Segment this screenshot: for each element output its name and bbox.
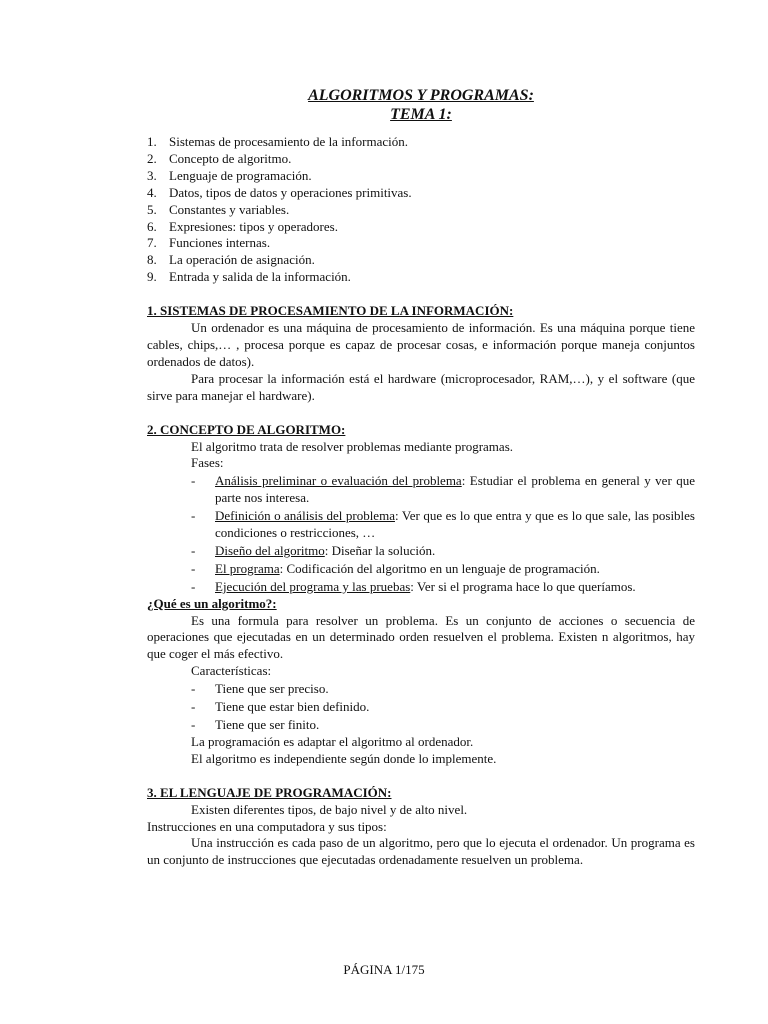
toc-item: 3. Lenguaje de programación. — [147, 167, 312, 183]
independencia-line: El algoritmo es independiente según donde lo implemente. — [191, 750, 497, 766]
dash-bullet: - — [191, 542, 196, 558]
section-3-paragraph: Una instrucción es cada paso de un algoritmo, pero que lo ejecuta el ordenador. Un programa es un conjunto de instrucciones que ejecutadas ordenadamente resuelven un problema. — [147, 835, 695, 868]
programacion-line: La programación es adaptar el algoritmo al ordenador. — [191, 733, 474, 749]
dash-bullet: - — [191, 473, 196, 489]
dash-bullet: - — [191, 578, 196, 594]
fase-term: El programa — [215, 560, 280, 576]
section-2-heading: 2. CONCEPTO DE ALGORITMO: — [147, 421, 346, 437]
toc-item: 5. Constantes y variables. — [147, 201, 290, 217]
list-item — [191, 717, 695, 734]
algoritmo-definition-paragraph: Es una formula para resolver un problema. Es un conjunto de acciones o secuencia de operaciones que ejecutadas en un determinado orden resuelven el problema. Existen n algoritmos, hay que coger el más efectivo. — [147, 612, 695, 662]
page-title: ALGORITMOS Y PROGRAMAS: — [308, 87, 534, 104]
page-content — [147, 86, 695, 869]
list-item — [191, 508, 695, 542]
fase-term: Ejecución del programa y las pruebas — [215, 578, 411, 594]
toc-item: 9. Entrada y salida de la información. — [147, 269, 351, 285]
list-item — [191, 681, 695, 698]
section-1-heading: 1. SISTEMAS DE PROCESAMIENTO DE LA INFORMACIÓN: — [147, 303, 514, 319]
caracteristica-text: Tiene que ser finito. — [215, 717, 320, 732]
toc-item: 8. La operación de asignación. — [147, 252, 315, 268]
section-1-paragraph-2: Para procesar la información está el hardware (microprocesador, RAM,…), y el software (que sirve para manejar el hardware). — [147, 370, 695, 403]
section-2-intro: El algoritmo trata de resolver problemas mediante programas. — [191, 438, 513, 454]
list-item — [191, 579, 695, 596]
table-of-contents — [147, 134, 695, 286]
list-item — [191, 543, 695, 560]
fases-label: Fases: — [191, 455, 224, 471]
fase-desc: : Ver si el programa hace lo que queríamos. — [410, 578, 636, 594]
caracteristicas-list — [147, 681, 695, 734]
dash-bullet: - — [191, 717, 196, 732]
dash-bullet: - — [191, 699, 196, 715]
caracteristica-text: Tiene que estar bien definido. — [215, 699, 370, 715]
caracteristica-text: Tiene que ser preciso. — [215, 681, 329, 697]
fase-term: Análisis preliminar o evaluación del problema — [215, 473, 462, 489]
list-item — [191, 699, 695, 716]
page-number-footer: PÁGINA 1/175 — [343, 962, 425, 977]
section-3-line-2: Instrucciones en una computadora y sus tipos: — [147, 818, 387, 834]
toc-item: 4. Datos, tipos de datos y operaciones primitivas. — [147, 184, 412, 200]
algoritmo-question-heading: ¿Qué es un algoritmo?: — [147, 595, 277, 611]
dash-bullet: - — [191, 681, 196, 697]
fase-desc: : Diseñar la solución. — [324, 542, 436, 558]
fase-desc: : Estudiar el problema en general y ver que parte nos interesa. — [215, 473, 695, 506]
fase-term: Definición o análisis del problema — [215, 508, 395, 524]
list-item — [191, 561, 695, 578]
toc-item: 1. Sistemas de procesamiento de la información. — [147, 134, 408, 149]
fases-list — [147, 473, 695, 595]
caracteristicas-label: Características: — [191, 663, 272, 679]
fase-term: Diseño del algoritmo — [215, 542, 325, 558]
toc-item: 6. Expresiones: tipos y operadores. — [147, 218, 338, 234]
fase-desc: : Ver que es lo que entra y que es lo que sale, las posibles condiciones o restricciones, … — [215, 508, 695, 541]
fase-desc: : Codificación del algoritmo en un lenguaje de programación. — [279, 560, 600, 576]
toc-item: 2. Concepto de algoritmo. — [147, 150, 292, 166]
section-3-heading: 3. EL LENGUAJE DE PROGRAMACIÓN: — [147, 784, 392, 800]
dash-bullet: - — [191, 508, 196, 524]
dash-bullet: - — [191, 560, 196, 576]
list-item — [191, 473, 695, 507]
page-subtitle: TEMA 1: — [390, 106, 452, 123]
section-1-paragraph-1: Un ordenador es una máquina de procesamiento de información. Es una máquina porque tiene cables, chips,… , procesa porque es capaz de procesar cosas, e información porque maneja conjuntos ordenados de datos). — [147, 320, 695, 369]
section-3-line-1: Existen diferentes tipos, de bajo nivel y de alto nivel. — [191, 801, 468, 817]
toc-item: 7. Funciones internas. — [147, 235, 271, 251]
